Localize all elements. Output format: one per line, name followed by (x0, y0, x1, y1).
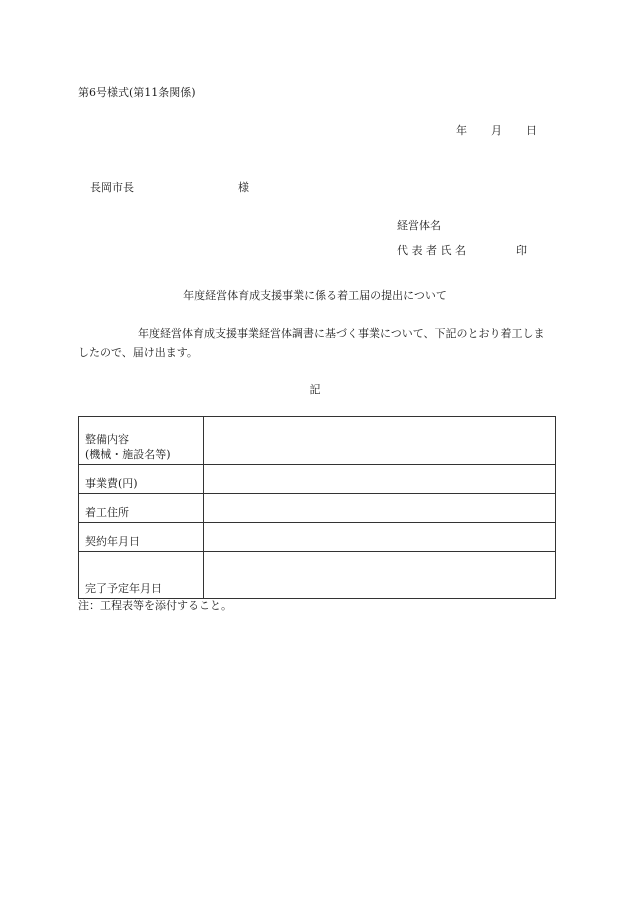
row-label-address (79, 494, 204, 523)
label-line: (機械・施設名等) (85, 448, 171, 461)
table-row-equipment (79, 417, 556, 465)
row-label-contract-date (79, 523, 204, 552)
row-label-completion-date (79, 552, 204, 599)
label-line: 着工住所 (85, 506, 129, 519)
table-row-address (79, 494, 556, 523)
row-label-cost (79, 465, 204, 494)
applicant-org-label: 経営体名 (397, 219, 441, 232)
row-value-equipment[interactable] (204, 417, 556, 465)
addressee-honorific: 様 (238, 181, 249, 194)
document-title: 年度経営体育成支援事業に係る着工届の提出について (183, 289, 447, 302)
table-row-contract-date (79, 523, 556, 552)
footnote: 注：工程表等を添付すること。 (78, 599, 232, 612)
row-value-completion-date[interactable] (204, 552, 556, 599)
table-row-cost (79, 465, 556, 494)
row-value-cost[interactable] (204, 465, 556, 494)
label-line: 契約年月日 (85, 535, 140, 548)
detail-table (78, 416, 556, 599)
addressee (90, 179, 249, 195)
date-line (456, 122, 537, 138)
label-line: 事業費(円) (85, 477, 138, 490)
table-row-completion-date (79, 552, 556, 599)
row-value-contract-date[interactable] (204, 523, 556, 552)
label-line: 完了予定年月日 (85, 582, 162, 595)
seal-mark: 印 (516, 244, 527, 257)
addressee-name: 長岡市長 (90, 181, 134, 194)
row-label-equipment (79, 417, 204, 465)
ki-heading: 記 (309, 383, 321, 396)
applicant-rep-line (397, 242, 527, 258)
form-number: 第6号様式(第11条関係) (78, 86, 196, 99)
applicant-rep-label: 代 表 者 氏 名 (397, 244, 466, 257)
label-line: 整備内容 (85, 433, 129, 446)
body-text: 年度経営体育成支援事業経営体調書に基づく事業について、下記のとおり着工しましたので、届け出ます。 (78, 327, 545, 359)
date-year: 年 (456, 124, 467, 137)
date-day: 日 (526, 124, 537, 137)
row-value-address[interactable] (204, 494, 556, 523)
date-month: 月 (491, 124, 502, 137)
